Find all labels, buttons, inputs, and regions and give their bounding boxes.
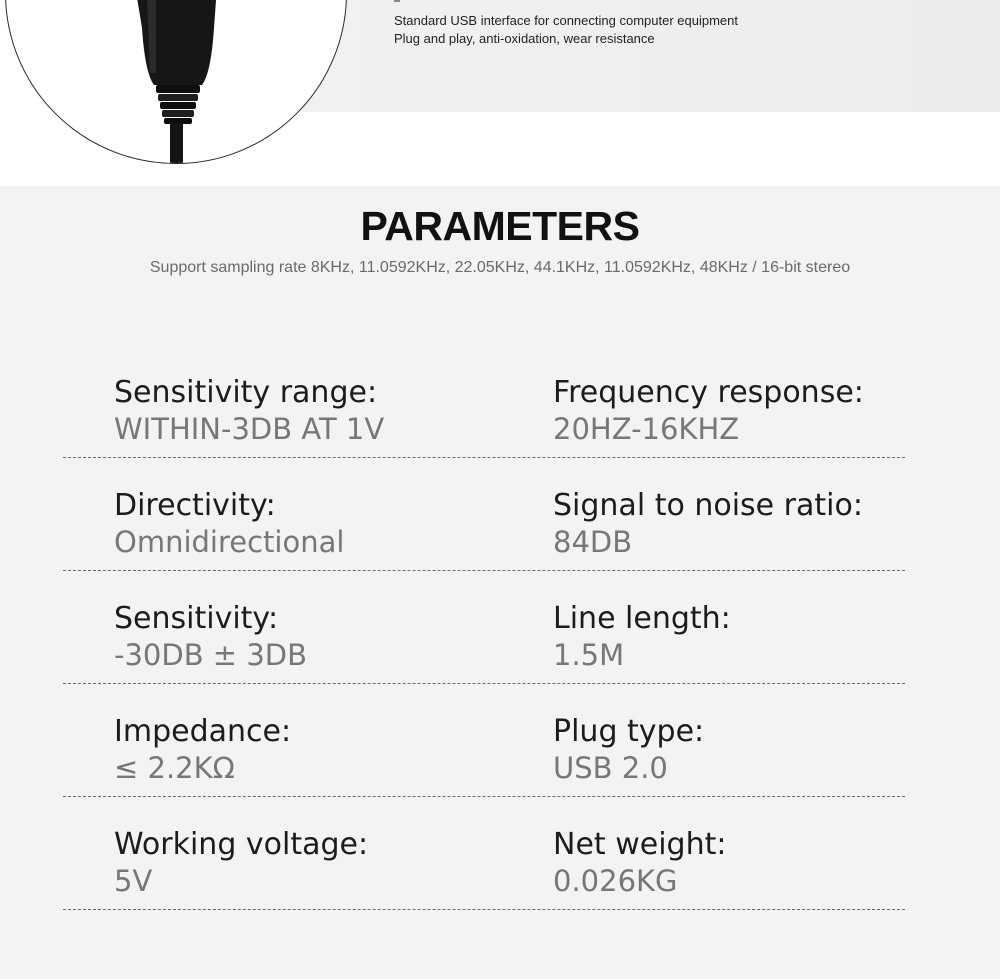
param-value: 5V: [114, 864, 153, 898]
param-row: [63, 345, 905, 458]
parameters-table: [63, 345, 905, 910]
usb-plug-illustration: [6, 0, 347, 164]
feature-line: Plug and play, anti-oxidation, wear resistance: [394, 31, 655, 46]
param-row: [63, 797, 905, 910]
param-cell: [553, 827, 726, 899]
parameters-subtitle: Support sampling rate 8KHz, 11.0592KHz, 22.05KHz, 44.1KHz, 11.0592KHz, 48KHz / 16-bit stereo: [149, 259, 851, 276]
feature-bullet-mark: [394, 0, 400, 2]
feature-list: [394, 12, 738, 48]
product-banner: [0, 0, 1000, 186]
param-value: Omnidirectional: [114, 525, 345, 559]
param-row: [63, 458, 905, 571]
param-cell: [114, 714, 291, 786]
param-label: Frequency response:: [553, 375, 864, 410]
param-row: [63, 571, 905, 684]
param-value: ≤ 2.2KΩ: [114, 751, 235, 785]
param-cell: [114, 488, 344, 560]
param-value: USB 2.0: [553, 751, 668, 785]
param-label: Impedance:: [114, 714, 292, 749]
param-label: Sensitivity range:: [114, 375, 378, 410]
param-cell: [553, 714, 704, 786]
dashed-divider: [63, 909, 905, 910]
param-label: Directivity:: [114, 488, 276, 523]
usb-plug-closeup: [5, 0, 347, 164]
param-label: Plug type:: [553, 714, 705, 749]
param-value: 20HZ-16KHZ: [553, 412, 740, 446]
param-row: [63, 684, 905, 797]
param-cell: [553, 375, 864, 447]
feature-line: Standard USB interface for connecting computer equipment: [394, 13, 738, 28]
param-value: 1.5M: [553, 638, 625, 672]
param-value: 84DB: [553, 525, 633, 559]
param-cell: [114, 601, 307, 673]
param-cell: [553, 601, 731, 673]
param-value: 0.026KG: [553, 864, 678, 898]
param-cell: [553, 488, 863, 560]
param-label: Net weight:: [553, 827, 727, 862]
param-label: Sensitivity:: [114, 601, 279, 636]
param-label: Line length:: [553, 601, 731, 636]
param-cell: [114, 375, 384, 447]
param-cell: [114, 827, 368, 899]
param-value: -30DB ± 3DB: [114, 638, 308, 672]
param-label: Signal to noise ratio:: [553, 488, 863, 523]
param-value: WITHIN-3DB AT 1V: [114, 412, 385, 446]
parameters-title: PARAMETERS: [360, 203, 640, 249]
param-label: Working voltage:: [114, 827, 369, 862]
